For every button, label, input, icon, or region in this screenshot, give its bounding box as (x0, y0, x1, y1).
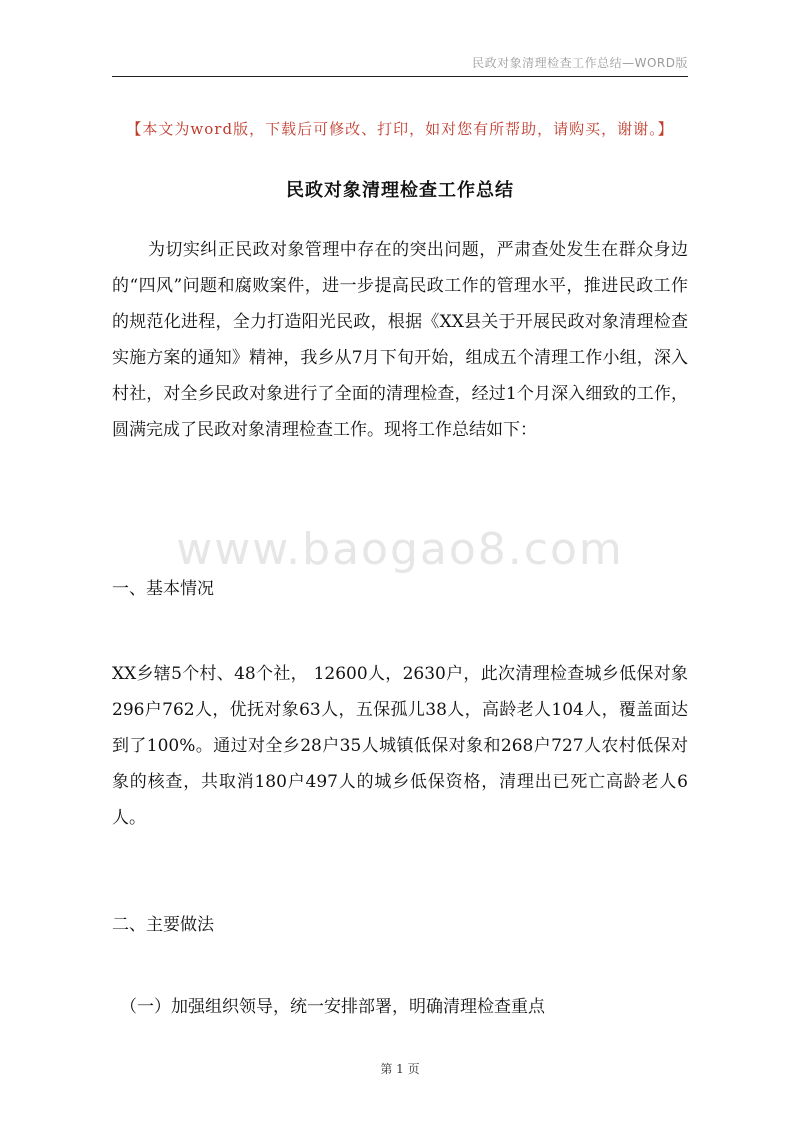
watermark: www.baogao8.com (176, 524, 624, 575)
intro-paragraph: 为切实纠正民政对象管理中存在的突出问题，严肃查处发生在群众身边的“四风”问题和腐败案件，进一步提高民政工作的管理水平，推进民政工作的规范化进程，全力打造阳光民政，根据《XX县关于开展民政对象清理检查实施方案的通知》精神，我乡从7月下旬开始，组成五个清理工作小组，深入村社，对全乡民政对象进行了全面的清理检查，经过1个月深入细致的工作，圆满完成了民政对象清理检查工作。现将工作总结如下： (112, 240, 688, 440)
purchase-notice: 【本文为word版，下载后可修改、打印，如对您有所帮助，请购买，谢谢。】 (126, 120, 674, 138)
basic-situation-paragraph: XX乡辖5个村、48个社， 12600人，2630户，此次清理检查城乡低保对象296户762人，优抚对象63人，五保孤儿38人，高龄老人104人，覆盖面达到了100%。通过对全乡28户35人城镇低保对象和268户727人农村低保对象的核查，共取消180户497人的城乡低保资格，清理出已死亡高龄老人6人。 (112, 664, 688, 828)
subsection-heading-1: （一）加强组织领导，统一安排部署，明确清理检查重点 (120, 997, 545, 1017)
section-heading-basic: 一、基本情况 (112, 579, 214, 599)
section-heading-methods: 二、主要做法 (112, 915, 214, 935)
running-header: 民政对象清理检查工作总结—WORD版 (472, 56, 688, 70)
header-divider (112, 76, 688, 77)
page-number: 第 1 页 (380, 1062, 420, 1076)
document-title: 民政对象清理检查工作总结 (286, 180, 514, 201)
